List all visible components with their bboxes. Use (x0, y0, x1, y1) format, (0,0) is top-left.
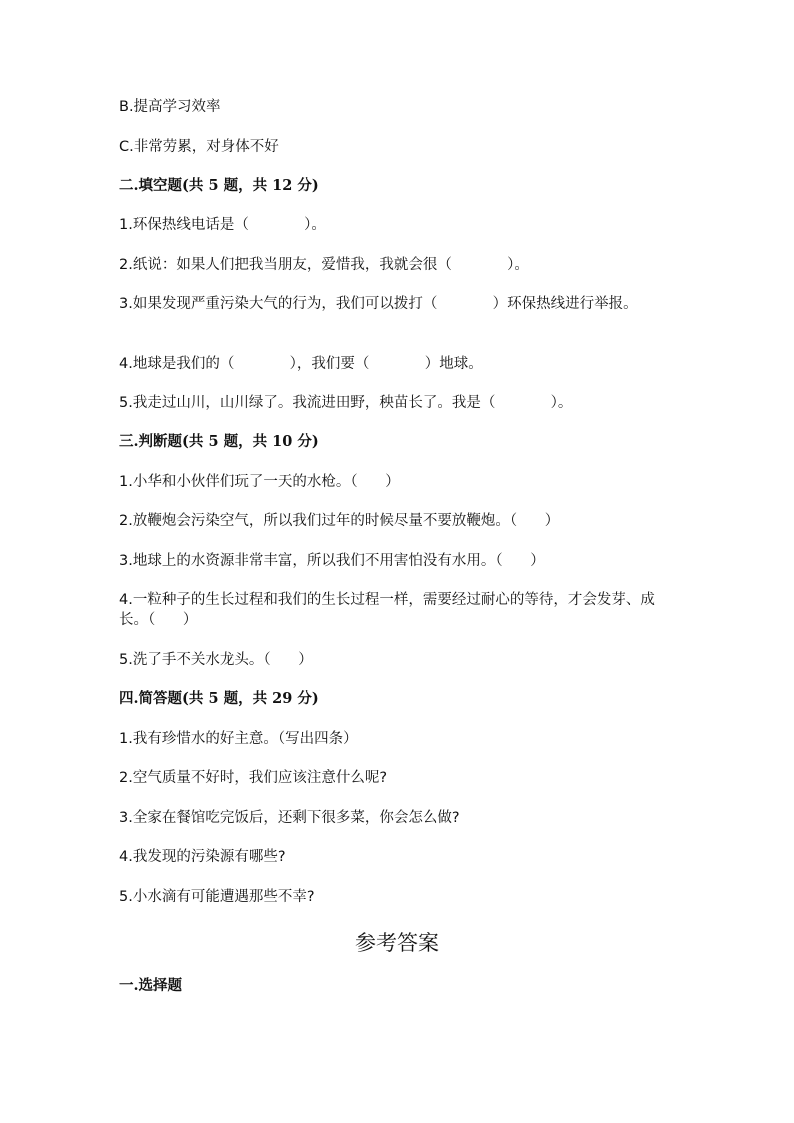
answer-key-title: 参考答案 (355, 931, 439, 955)
short-answer-question-2: 2.空气质量不好时，我们应该注意什么呢? (119, 770, 388, 786)
short-answer-question-3: 3.全家在餐馆吃完饭后，还剩下很多菜，你会怎么做? (119, 810, 460, 826)
short-answer-question-4: 4.我发现的污染源有哪些? (119, 849, 286, 865)
true-false-question-5: 5.洗了手不关水龙头。（ ） (119, 652, 313, 668)
true-false-question-1: 1.小华和小伙伴们玩了一天的水枪。（ ） (119, 474, 400, 490)
answer-section-heading-choice: 一.选择题 (119, 977, 183, 994)
option-b: B.提高学习效率 (119, 99, 221, 115)
fill-blank-question-5: 5.我走过山川，山川绿了。我流进田野，秧苗长了。我是（ ）。 (119, 395, 573, 411)
fill-blank-question-1: 1.环保热线电话是（ ）。 (119, 217, 326, 233)
section-heading-short-answer: 四.简答题(共 5 题，共 29 分) (119, 690, 319, 707)
section-heading-true-false: 三.判断题(共 5 题，共 10 分) (119, 433, 319, 450)
fill-blank-question-3: 3.如果发现严重污染大气的行为，我们可以拨打（ ）环保热线进行举报。 (119, 296, 638, 312)
true-false-question-3: 3.地球上的水资源非常丰富，所以我们不用害怕没有水用。（ ） (119, 553, 545, 569)
option-c: C.非常劳累，对身体不好 (119, 139, 279, 155)
short-answer-question-5: 5.小水滴有可能遭遇那些不幸? (119, 889, 315, 905)
fill-blank-question-4: 4.地球是我们的（ ），我们要（ ）地球。 (119, 356, 483, 372)
short-answer-question-1: 1.我有珍惜水的好主意。（写出四条） (119, 731, 358, 747)
fill-blank-question-2: 2.纸说：如果人们把我当朋友，爱惜我，我就会很（ ）。 (119, 257, 529, 273)
true-false-question-4: 4.一粒种子的生长过程和我们的生长过程一样，需要经过耐心的等待，才会发芽、成长。（ ） (119, 592, 655, 628)
true-false-question-2: 2.放鞭炮会污染空气，所以我们过年的时候尽量不要放鞭炮。（ ） (119, 513, 560, 529)
section-heading-fill-blank: 二.填空题(共 5 题，共 12 分) (119, 177, 319, 194)
